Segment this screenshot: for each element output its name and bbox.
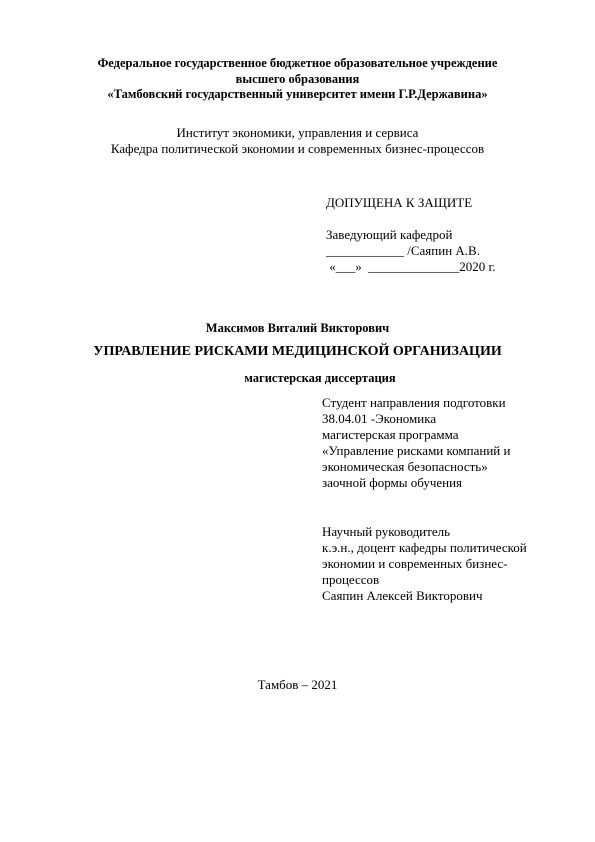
student-line: «Управление рисками компаний и (322, 443, 511, 458)
student-line: 38.04.01 -Экономика (322, 411, 437, 426)
approval-date-line: «___» ______________2020 г. (326, 259, 496, 274)
approval-title: ДОПУЩЕНА К ЗАЩИТЕ (326, 195, 473, 210)
approval-block (326, 227, 496, 275)
supervisor-line: экономии и современных бизнес- (322, 556, 508, 571)
work-type: магистерская диссертация (244, 371, 396, 385)
approval-signature-line: ____________ /Саяпин А.В. (326, 243, 480, 258)
university-header (0, 56, 595, 103)
student-line: экономическая безопасность» (322, 459, 488, 474)
thesis-title: УПРАВЛЕНИЕ РИСКАМИ МЕДИЦИНСКОЙ ОРГАНИЗАЦИИ (93, 344, 502, 359)
student-line: Студент направления подготовки (322, 395, 506, 410)
supervisor-line: Научный руководитель (322, 524, 451, 539)
supervisor-block (322, 524, 527, 604)
student-line: магистерская программа (322, 427, 459, 442)
student-line: заочной формы обучения (322, 475, 463, 490)
supervisor-line: Саяпин Алексей Викторович (322, 588, 483, 603)
institute-name: Институт экономики, управления и сервиса (176, 125, 419, 140)
student-block (322, 395, 510, 491)
approval-line: Заведующий кафедрой (326, 227, 453, 242)
header-line: «Тамбовский государственный университет имени Г.Р.Державина» (107, 87, 488, 101)
department-name: Кафедра политической экономии и современных бизнес-процессов (110, 141, 485, 156)
city-year: Тамбов – 2021 (257, 677, 338, 692)
supervisor-line: процессов (322, 572, 380, 587)
header-line: высшего образования (235, 71, 360, 86)
supervisor-line: к.э.н., доцент кафедры политической (322, 540, 527, 555)
header-line: Федеральное государственное бюджетное образовательное учреждение (97, 56, 498, 70)
institute-block (0, 125, 595, 157)
author-name: Максимов Виталий Викторович (205, 321, 390, 335)
